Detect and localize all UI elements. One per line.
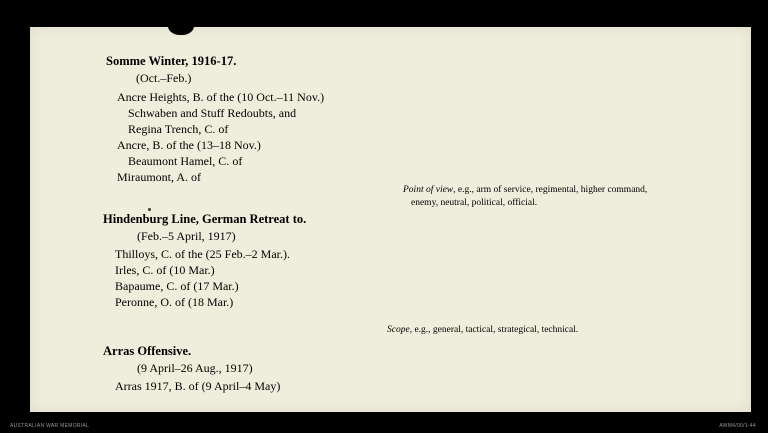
section-dates-arras-offensive: (9 April–26 Aug., 1917) <box>137 361 253 375</box>
entry-line: Ancre Heights, B. of the (10 Oct.–11 Nov.) <box>117 90 325 104</box>
entry-line: Thilloys, C. of the (25 Feb.–2 Mar.). <box>115 247 290 261</box>
note-term: Scope <box>387 325 410 335</box>
section-heading-arras-offensive: Arras Offensive. <box>103 344 192 358</box>
entry-line: Bapaume, C. of (17 Mar.) <box>115 279 239 293</box>
entry-line: Regina Trench, C. of <box>128 122 229 136</box>
entry-line: Peronne, O. of (18 Mar.) <box>115 295 234 309</box>
section-dates-hindenburg-line: (Feb.–5 April, 1917) <box>137 229 236 243</box>
note-point-of-view <box>403 185 647 195</box>
entry-line: Beaumont Hamel, C. of <box>128 154 243 168</box>
section-dates-somme-winter: (Oct.–Feb.) <box>136 71 192 85</box>
footer-left: AUSTRALIAN WAR MEMORIAL <box>10 423 90 429</box>
footer-right: AWM4/00/1-44 <box>719 423 756 429</box>
entry-line: Ancre, B. of the (13–18 Nov.) <box>117 138 261 152</box>
entry-line: Miraumont, A. of <box>117 170 201 184</box>
entry-line: Arras 1917, B. of (9 April–4 May) <box>115 379 281 393</box>
section-heading-somme-winter: Somme Winter, 1916-17. <box>106 54 237 68</box>
note-scope <box>387 325 578 335</box>
note-text: , e.g., arm of service, regimental, higher command, <box>453 185 648 195</box>
note-text: , e.g., general, tactical, strategical, technical. <box>409 325 579 335</box>
ink-mark <box>148 208 151 211</box>
section-heading-hindenburg-line: Hindenburg Line, German Retreat to. <box>103 212 307 226</box>
entry-line: Schwaben and Stuff Redoubts, and <box>128 106 297 120</box>
note-term: Point of view <box>403 185 454 195</box>
note-point-of-view-line2: enemy, neutral, political, official. <box>411 198 538 208</box>
entry-line: Irles, C. of (10 Mar.) <box>115 263 215 277</box>
